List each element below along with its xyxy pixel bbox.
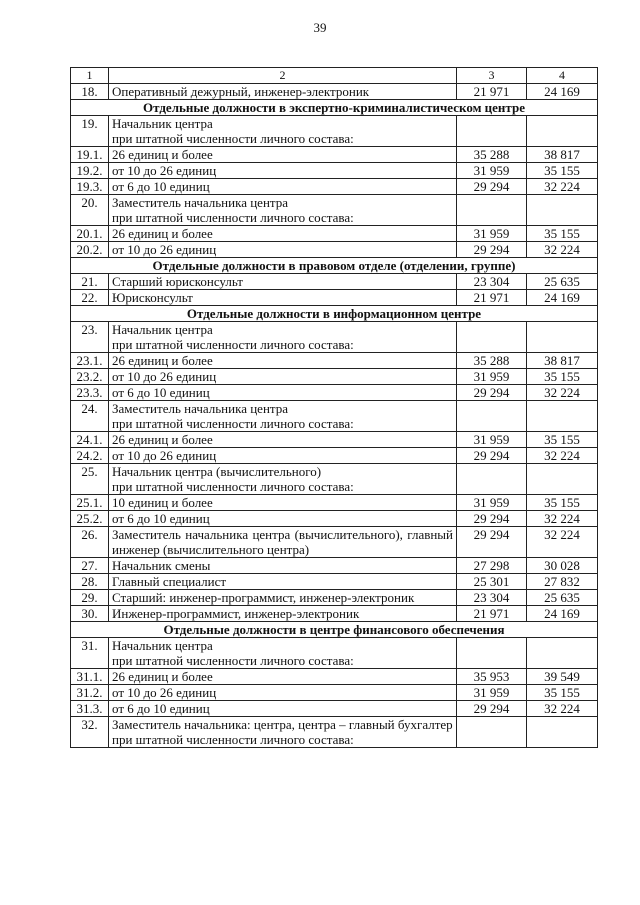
row-number: 23. [71, 322, 109, 353]
table-row [71, 511, 598, 527]
salary-col3-value: 21 971 [457, 84, 527, 100]
row-number: 23.2. [71, 369, 109, 385]
position-title-line: Начальник центра [112, 116, 213, 131]
table-row [71, 464, 598, 495]
table-row [71, 527, 598, 558]
position-title-line: Начальник центра (вычислительного) [112, 464, 322, 479]
table-row [71, 353, 598, 369]
salary-col3-value: 31 959 [457, 369, 527, 385]
position-title [109, 685, 457, 701]
salary-col3-value: 31 959 [457, 432, 527, 448]
position-title-line: при штатной численности личного состава: [112, 479, 354, 494]
row-number: 20.2. [71, 242, 109, 258]
salary-col3-value: 29 294 [457, 701, 527, 717]
position-title [109, 495, 457, 511]
salary-col3-value: 29 294 [457, 385, 527, 401]
position-title-line: от 6 до 10 единиц [112, 385, 210, 400]
row-number: 31.2. [71, 685, 109, 701]
salary-col4-value: 38 817 [527, 147, 598, 163]
table-row [71, 322, 598, 353]
table-row [71, 638, 598, 669]
position-title-line: 10 единиц и более [112, 495, 213, 510]
position-title-line: от 10 до 26 единиц [112, 369, 217, 384]
position-title [109, 448, 457, 464]
salary-col3-value: 29 294 [457, 511, 527, 527]
table-row [71, 495, 598, 511]
row-number: 24.1. [71, 432, 109, 448]
salary-col3-value: 31 959 [457, 685, 527, 701]
salary-col3-value: 27 298 [457, 558, 527, 574]
position-title [109, 717, 457, 748]
position-title-line: 26 единиц и более [112, 669, 213, 684]
table-row [71, 590, 598, 606]
salary-col4-value: 25 635 [527, 590, 598, 606]
row-number: 20.1. [71, 226, 109, 242]
salary-col3-value: 31 959 [457, 495, 527, 511]
column-header-2: 2 [109, 68, 457, 84]
position-title-line: 26 единиц и более [112, 147, 213, 162]
row-number: 26. [71, 527, 109, 558]
salary-col3-value [457, 195, 527, 226]
salary-col3-value: 29 294 [457, 179, 527, 195]
salary-col4-value: 35 155 [527, 432, 598, 448]
position-title-line: от 6 до 10 единиц [112, 511, 210, 526]
row-number: 19. [71, 116, 109, 147]
section-heading-row [71, 258, 598, 274]
table-row [71, 195, 598, 226]
position-title-line: Инженер-программист, инженер-электроник [112, 606, 360, 621]
salary-col3-value: 35 288 [457, 353, 527, 369]
position-title-line: от 10 до 26 единиц [112, 448, 217, 463]
salary-col4-value [527, 638, 598, 669]
salary-col4-value: 35 155 [527, 226, 598, 242]
position-title [109, 401, 457, 432]
position-title [109, 590, 457, 606]
salary-col4-value: 35 155 [527, 685, 598, 701]
row-number: 25.2. [71, 511, 109, 527]
section-heading: Отдельные должности в экспертно-криминалистическом центре [71, 100, 598, 116]
table-row [71, 274, 598, 290]
row-number: 25.1. [71, 495, 109, 511]
table-row [71, 147, 598, 163]
position-title [109, 701, 457, 717]
table-row [71, 401, 598, 432]
row-number: 24.2. [71, 448, 109, 464]
row-number: 21. [71, 274, 109, 290]
salary-col3-value [457, 464, 527, 495]
position-title [109, 195, 457, 226]
position-title [109, 385, 457, 401]
row-number: 23.3. [71, 385, 109, 401]
position-title-line: от 10 до 26 единиц [112, 242, 217, 257]
position-title [109, 322, 457, 353]
position-title-line: от 6 до 10 единиц [112, 701, 210, 716]
position-title [109, 226, 457, 242]
table-row [71, 369, 598, 385]
salary-col3-value [457, 401, 527, 432]
column-header-1: 1 [71, 68, 109, 84]
column-header-3: 3 [457, 68, 527, 84]
salary-col4-value: 32 224 [527, 448, 598, 464]
salary-col4-value: 38 817 [527, 353, 598, 369]
table-row [71, 432, 598, 448]
position-title-line: при штатной численности личного состава: [112, 653, 354, 668]
position-title [109, 558, 457, 574]
table-row [71, 574, 598, 590]
position-title-line: Начальник смены [112, 558, 211, 573]
salary-col4-value: 35 155 [527, 495, 598, 511]
position-title-line: Старший юрисконсульт [112, 274, 243, 289]
salary-col4-value: 32 224 [527, 701, 598, 717]
position-title [109, 669, 457, 685]
table-row [71, 116, 598, 147]
section-heading-row [71, 622, 598, 638]
section-heading-row [71, 306, 598, 322]
salary-col4-value: 35 155 [527, 369, 598, 385]
position-title-line: при штатной численности личного состава: [112, 732, 354, 747]
salary-col4-value [527, 401, 598, 432]
salary-col3-value: 31 959 [457, 163, 527, 179]
salary-col3-value [457, 322, 527, 353]
position-title [109, 116, 457, 147]
position-title-line: Заместитель начальника: центра, центра – главный бухгалтер [112, 717, 453, 732]
salary-col3-value: 25 301 [457, 574, 527, 590]
position-title-line: от 6 до 10 единиц [112, 179, 210, 194]
position-title [109, 432, 457, 448]
position-title-line: от 10 до 26 единиц [112, 163, 217, 178]
position-title-line: Юрисконсульт [112, 290, 193, 305]
position-title-line: Заместитель начальника центра [112, 195, 289, 210]
salary-col4-value: 32 224 [527, 179, 598, 195]
position-title-line: при штатной численности личного состава: [112, 337, 354, 352]
page-number: 39 [313, 20, 327, 35]
position-title-line: Заместитель начальника центра [112, 401, 289, 416]
position-title [109, 163, 457, 179]
table-row [71, 669, 598, 685]
position-title [109, 274, 457, 290]
position-title [109, 606, 457, 622]
row-number: 32. [71, 717, 109, 748]
salary-col4-value: 24 169 [527, 84, 598, 100]
section-heading: Отдельные должности в центре финансового обеспечения [71, 622, 598, 638]
salary-col4-value: 25 635 [527, 274, 598, 290]
position-title [109, 353, 457, 369]
position-title-line: 26 единиц и более [112, 432, 213, 447]
salary-col4-value: 32 224 [527, 385, 598, 401]
salary-col3-value: 29 294 [457, 448, 527, 464]
position-title [109, 84, 457, 100]
salary-col4-value: 30 028 [527, 558, 598, 574]
salary-col3-value: 21 971 [457, 606, 527, 622]
position-title-line: при штатной численности личного состава: [112, 416, 354, 431]
position-title-line: Старший: инженер-программист, инженер-электроник [112, 590, 415, 605]
table-header-row [71, 68, 598, 84]
position-title-line: Начальник центра [112, 638, 213, 653]
salary-col3-value: 31 959 [457, 226, 527, 242]
row-number: 22. [71, 290, 109, 306]
position-title-line: при штатной численности личного состава: [112, 131, 354, 146]
table-row [71, 226, 598, 242]
row-number: 31.3. [71, 701, 109, 717]
salary-col4-value: 24 169 [527, 606, 598, 622]
row-number: 28. [71, 574, 109, 590]
position-title-line: 26 единиц и более [112, 353, 213, 368]
position-title [109, 464, 457, 495]
position-title [109, 179, 457, 195]
table-row [71, 179, 598, 195]
position-title [109, 574, 457, 590]
position-title-line: Главный специалист [112, 574, 227, 589]
position-title [109, 527, 457, 558]
salary-col4-value: 35 155 [527, 163, 598, 179]
salary-col4-value [527, 116, 598, 147]
table-row [71, 385, 598, 401]
row-number: 30. [71, 606, 109, 622]
position-title-line: Начальник центра [112, 322, 213, 337]
table-row [71, 448, 598, 464]
position-title-line: Оперативный дежурный, инженер-электроник [112, 84, 370, 99]
salary-col4-value: 32 224 [527, 527, 598, 558]
row-number: 25. [71, 464, 109, 495]
salary-col3-value [457, 717, 527, 748]
row-number: 24. [71, 401, 109, 432]
position-title-line: при штатной численности личного состава: [112, 210, 354, 225]
row-number: 19.3. [71, 179, 109, 195]
salary-col3-value [457, 116, 527, 147]
salary-col4-value [527, 322, 598, 353]
salary-col4-value [527, 195, 598, 226]
row-number: 31. [71, 638, 109, 669]
row-number: 20. [71, 195, 109, 226]
position-title [109, 290, 457, 306]
salary-col3-value: 35 288 [457, 147, 527, 163]
salary-col4-value [527, 464, 598, 495]
column-header-4: 4 [527, 68, 598, 84]
salary-col3-value: 35 953 [457, 669, 527, 685]
table-row [71, 84, 598, 100]
position-title [109, 369, 457, 385]
salary-col3-value: 21 971 [457, 290, 527, 306]
table-row [71, 242, 598, 258]
salary-col3-value: 23 304 [457, 274, 527, 290]
position-title [109, 638, 457, 669]
row-number: 18. [71, 84, 109, 100]
row-number: 23.1. [71, 353, 109, 369]
salary-col4-value: 27 832 [527, 574, 598, 590]
salary-table-body [71, 68, 598, 748]
row-number: 29. [71, 590, 109, 606]
position-title [109, 242, 457, 258]
salary-col3-value: 29 294 [457, 527, 527, 558]
table-row [71, 290, 598, 306]
table-row [71, 163, 598, 179]
section-heading-row [71, 100, 598, 116]
table-row [71, 558, 598, 574]
row-number: 19.2. [71, 163, 109, 179]
position-title [109, 147, 457, 163]
row-number: 27. [71, 558, 109, 574]
salary-col4-value: 32 224 [527, 242, 598, 258]
salary-col4-value: 39 549 [527, 669, 598, 685]
table-row [71, 701, 598, 717]
salary-col3-value: 23 304 [457, 590, 527, 606]
section-heading: Отдельные должности в информационном центре [71, 306, 598, 322]
salary-col4-value: 32 224 [527, 511, 598, 527]
position-title-line: Заместитель начальника центра (вычислительного), главный инженер (вычислительного центра) [112, 527, 453, 557]
position-title-line: 26 единиц и более [112, 226, 213, 241]
salary-col4-value: 24 169 [527, 290, 598, 306]
row-number: 31.1. [71, 669, 109, 685]
salary-col3-value: 29 294 [457, 242, 527, 258]
table-row [71, 717, 598, 748]
table-row [71, 606, 598, 622]
table-row [71, 685, 598, 701]
section-heading: Отдельные должности в правовом отделе (отделении, группе) [71, 258, 598, 274]
position-title-line: от 10 до 26 единиц [112, 685, 217, 700]
salary-col3-value [457, 638, 527, 669]
salary-col4-value [527, 717, 598, 748]
position-title [109, 511, 457, 527]
row-number: 19.1. [71, 147, 109, 163]
salary-table [70, 67, 598, 748]
